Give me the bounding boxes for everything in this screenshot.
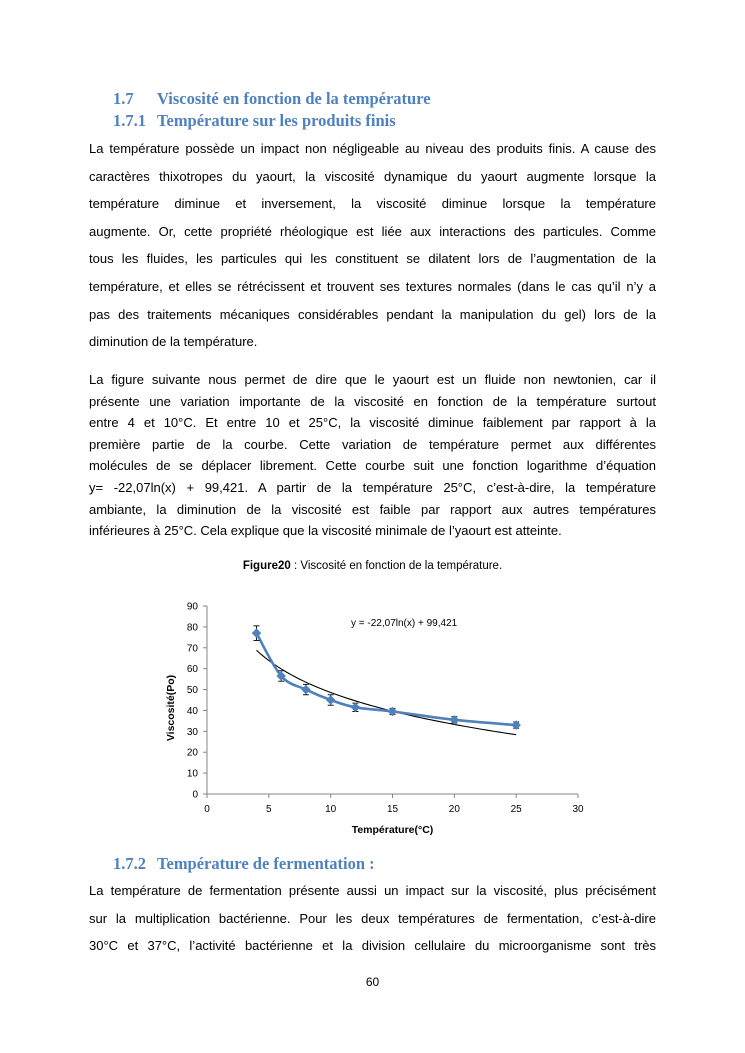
text-line: première partie de la courbe. Cette variation de température permet aux différentes: [89, 436, 656, 452]
x-tick-label: 30: [572, 804, 584, 815]
text-line: diminution de la température.: [89, 334, 258, 350]
y-tick-label: 20: [186, 747, 198, 759]
paragraph-figure-description: [89, 369, 656, 542]
paragraph-produits-finis: [89, 135, 656, 356]
text-line: molécules de se déplacer librement. Cette courbe suit une fonction logarithme d’équation: [89, 458, 656, 474]
text-line: caractères thixotropes du yaourt, la viscosité dynamique du yaourt augmente lorsque la: [89, 168, 656, 184]
viscosity-temperature-chart: [150, 595, 590, 845]
x-tick-label: 10: [325, 804, 337, 815]
text-line: sur la multiplication bactérienne. Pour les deux températures de fermentation, c’est-à-dire: [89, 910, 656, 926]
x-tick-label: 20: [448, 804, 460, 815]
figure-caption: [0, 560, 745, 572]
y-tick-label: 70: [186, 643, 198, 655]
figure-caption-text: : Viscosité en fonction de la température.: [290, 560, 503, 572]
text-line: température diminue et inversement, la viscosité diminue lorsque la température: [89, 196, 656, 212]
text-line: augmente. Or, cette propriété rhéologique est liée aux interactions des particules. Comme: [89, 223, 656, 239]
y-axis-title: Viscosité(Po): [165, 674, 177, 742]
x-tick-label: 15: [386, 804, 399, 815]
data-point: [351, 703, 359, 711]
y-tick-label: 10: [186, 768, 198, 780]
y-tick-label: 50: [186, 685, 198, 697]
paragraph-fermentation: [89, 877, 656, 960]
text-line: présente une variation importante de la viscosité en fonction de la température surtout: [89, 393, 656, 409]
series-line: [256, 633, 516, 725]
x-tick-label: 5: [266, 804, 272, 815]
y-tick-label: 80: [186, 622, 198, 634]
y-tick-label: 0: [192, 789, 198, 801]
text-line: pas des traitements mécaniques considérables pendant la manipulation du gel) lors de la: [89, 306, 656, 322]
text-line: La température possède un impact non négligeable au niveau des produits finis. A cause des: [89, 141, 656, 156]
x-tick-label: 0: [204, 804, 210, 815]
y-tick-label: 90: [186, 601, 198, 613]
section-heading-1-7-1: 1.7.1 Température sur les produits finis: [113, 111, 396, 130]
y-tick-label: 40: [186, 705, 198, 717]
text-line: température, et elles se rétrécissent et trouvent ses textures normales (dans le cas qu’il n’y a: [89, 278, 656, 294]
figure-label: Figure20: [242, 560, 291, 572]
x-tick-label: 25: [510, 804, 522, 815]
section-heading-1-7-2: 1.7.2 Température de fermentation :: [113, 854, 375, 873]
text-line: entre 4 et 10°C. Et entre 10 et 25°C, la viscosité diminue faiblement par rapport à la: [89, 415, 656, 431]
text-line: La figure suivante nous permet de dire que le yaourt est un fluide non newtonien, car il: [89, 372, 656, 387]
page-number: 60: [365, 975, 380, 989]
data-point: [326, 696, 334, 704]
text-line: La température de fermentation présente aussi un impact sur la viscosité, plus précisément: [89, 883, 656, 898]
y-tick-label: 60: [186, 664, 198, 676]
text-line: 30°C et 37°C, l’activité bactérienne et la division cellulaire du microorganisme sont très: [89, 938, 656, 954]
text-line: inférieures à 25°C. Cela explique que la viscosité minimale de l’yaourt est atteinte.: [89, 523, 562, 539]
text-line: y= -22,07ln(x) + 99,421. A partir de la température 25°C, c’est-à-dire, la température: [89, 479, 656, 495]
x-axis-title: Température(°C): [351, 824, 434, 836]
data-point: [302, 685, 310, 693]
section-heading-1-7: 1.7 Viscosité en fonction de la température: [113, 89, 431, 108]
y-tick-label: 30: [186, 726, 198, 738]
text-line: tous les fluides, les particules qui les constituent se dilatent lors de l’augmentation de la: [89, 251, 656, 267]
text-line: ambiante, la diminution de la viscosité est faible par rapport aux autres températures: [89, 501, 656, 517]
trendline-equation: y = -22,07ln(x) + 99,421: [351, 618, 458, 629]
